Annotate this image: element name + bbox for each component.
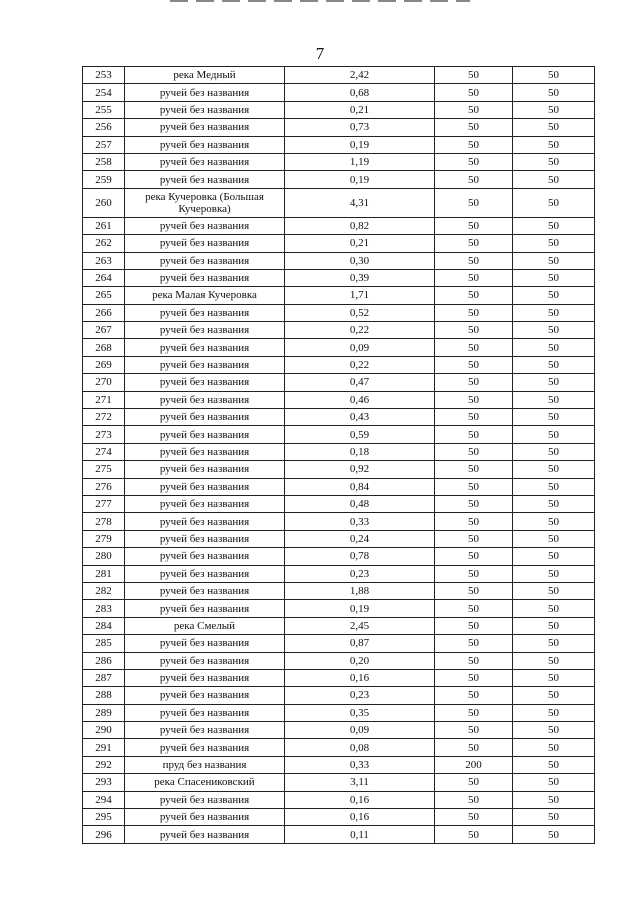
coastal-strip-width: 50 — [513, 704, 595, 721]
protection-zone-width: 50 — [435, 687, 513, 704]
table-row — [83, 791, 595, 808]
water-body-name: река Смелый — [125, 617, 285, 634]
water-body-name: ручей без названия — [125, 739, 285, 756]
coastal-strip-width: 50 — [513, 530, 595, 547]
length-value: 0,24 — [285, 530, 435, 547]
row-number: 295 — [83, 809, 125, 826]
protection-zone-width: 50 — [435, 600, 513, 617]
protection-zone-width: 50 — [435, 617, 513, 634]
coastal-strip-width: 50 — [513, 67, 595, 84]
water-body-name: река Спасениковский — [125, 774, 285, 791]
coastal-strip-width: 50 — [513, 582, 595, 599]
length-value: 2,42 — [285, 67, 435, 84]
row-number: 285 — [83, 635, 125, 652]
protection-zone-width: 50 — [435, 101, 513, 118]
protection-zone-width: 50 — [435, 513, 513, 530]
row-number: 273 — [83, 426, 125, 443]
coastal-strip-width: 50 — [513, 171, 595, 188]
length-value: 0,48 — [285, 495, 435, 512]
protection-zone-width: 50 — [435, 409, 513, 426]
water-body-name: ручей без названия — [125, 600, 285, 617]
coastal-strip-width: 50 — [513, 101, 595, 118]
protection-zone-width: 50 — [435, 322, 513, 339]
length-value: 2,45 — [285, 617, 435, 634]
table-row — [83, 269, 595, 286]
table-body — [83, 67, 595, 844]
water-body-name: река Медный — [125, 67, 285, 84]
row-number: 271 — [83, 391, 125, 408]
water-body-name: река Кучеровка (Большая Кучеровка) — [125, 188, 285, 217]
length-value: 0,82 — [285, 217, 435, 234]
length-value: 0,09 — [285, 339, 435, 356]
coastal-strip-width: 50 — [513, 722, 595, 739]
table-row — [83, 136, 595, 153]
row-number: 293 — [83, 774, 125, 791]
protection-zone-width: 50 — [435, 774, 513, 791]
water-body-name: ручей без названия — [125, 391, 285, 408]
protection-zone-width: 50 — [435, 136, 513, 153]
table-row — [83, 119, 595, 136]
table-row — [83, 287, 595, 304]
coastal-strip-width: 50 — [513, 426, 595, 443]
protection-zone-width: 50 — [435, 217, 513, 234]
protection-zone-width: 50 — [435, 153, 513, 170]
length-value: 0,35 — [285, 704, 435, 721]
table-row — [83, 530, 595, 547]
length-value: 0,23 — [285, 687, 435, 704]
coastal-strip-width: 50 — [513, 188, 595, 217]
length-value: 0,68 — [285, 84, 435, 101]
row-number: 286 — [83, 652, 125, 669]
water-body-name: ручей без названия — [125, 235, 285, 252]
table-row — [83, 461, 595, 478]
coastal-strip-width: 50 — [513, 513, 595, 530]
water-body-name: ручей без названия — [125, 530, 285, 547]
protection-zone-width: 50 — [435, 669, 513, 686]
table-row — [83, 217, 595, 234]
coastal-strip-width: 50 — [513, 269, 595, 286]
water-body-name: ручей без названия — [125, 339, 285, 356]
coastal-strip-width: 50 — [513, 374, 595, 391]
table-row — [83, 188, 595, 217]
water-body-name: ручей без названия — [125, 582, 285, 599]
water-body-name: ручей без названия — [125, 722, 285, 739]
length-value: 0,39 — [285, 269, 435, 286]
coastal-strip-width: 50 — [513, 461, 595, 478]
table-row — [83, 617, 595, 634]
protection-zone-width: 50 — [435, 304, 513, 321]
row-number: 268 — [83, 339, 125, 356]
length-value: 0,22 — [285, 356, 435, 373]
table-row — [83, 356, 595, 373]
table-row — [83, 669, 595, 686]
row-number: 279 — [83, 530, 125, 547]
length-value: 0,16 — [285, 791, 435, 808]
table-row — [83, 84, 595, 101]
protection-zone-width: 50 — [435, 269, 513, 286]
row-number: 296 — [83, 826, 125, 843]
length-value: 0,33 — [285, 513, 435, 530]
table-row — [83, 339, 595, 356]
row-number: 277 — [83, 495, 125, 512]
coastal-strip-width: 50 — [513, 252, 595, 269]
length-value: 0,78 — [285, 548, 435, 565]
table-row — [83, 687, 595, 704]
row-number: 254 — [83, 84, 125, 101]
length-value: 0,43 — [285, 409, 435, 426]
table-row — [83, 826, 595, 843]
table-row — [83, 495, 595, 512]
coastal-strip-width: 50 — [513, 739, 595, 756]
table-row — [83, 153, 595, 170]
water-bodies-table — [82, 66, 595, 844]
coastal-strip-width: 50 — [513, 304, 595, 321]
protection-zone-width: 50 — [435, 287, 513, 304]
row-number: 270 — [83, 374, 125, 391]
length-value: 0,11 — [285, 826, 435, 843]
protection-zone-width: 50 — [435, 391, 513, 408]
coastal-strip-width: 50 — [513, 687, 595, 704]
coastal-strip-width: 50 — [513, 495, 595, 512]
water-body-name: ручей без названия — [125, 513, 285, 530]
protection-zone-width: 200 — [435, 756, 513, 773]
protection-zone-width: 50 — [435, 530, 513, 547]
protection-zone-width: 50 — [435, 235, 513, 252]
table-row — [83, 774, 595, 791]
coastal-strip-width: 50 — [513, 809, 595, 826]
scan-top-edge — [170, 0, 470, 2]
protection-zone-width: 50 — [435, 722, 513, 739]
coastal-strip-width: 50 — [513, 617, 595, 634]
protection-zone-width: 50 — [435, 84, 513, 101]
water-body-name: ручей без названия — [125, 478, 285, 495]
protection-zone-width: 50 — [435, 704, 513, 721]
water-body-name: ручей без названия — [125, 495, 285, 512]
water-body-name: ручей без названия — [125, 635, 285, 652]
water-body-name: ручей без названия — [125, 687, 285, 704]
table-row — [83, 722, 595, 739]
row-number: 261 — [83, 217, 125, 234]
water-body-name: ручей без названия — [125, 409, 285, 426]
length-value: 0,73 — [285, 119, 435, 136]
coastal-strip-width: 50 — [513, 756, 595, 773]
water-body-name: ручей без названия — [125, 269, 285, 286]
protection-zone-width: 50 — [435, 356, 513, 373]
length-value: 0,09 — [285, 722, 435, 739]
water-body-name: ручей без названия — [125, 461, 285, 478]
coastal-strip-width: 50 — [513, 478, 595, 495]
row-number: 289 — [83, 704, 125, 721]
coastal-strip-width: 50 — [513, 635, 595, 652]
water-body-name: река Малая Кучеровка — [125, 287, 285, 304]
row-number: 278 — [83, 513, 125, 530]
length-value: 1,88 — [285, 582, 435, 599]
coastal-strip-width: 50 — [513, 287, 595, 304]
row-number: 281 — [83, 565, 125, 582]
length-value: 0,19 — [285, 171, 435, 188]
length-value: 0,23 — [285, 565, 435, 582]
length-value: 3,11 — [285, 774, 435, 791]
protection-zone-width: 50 — [435, 809, 513, 826]
row-number: 294 — [83, 791, 125, 808]
row-number: 287 — [83, 669, 125, 686]
protection-zone-width: 50 — [435, 171, 513, 188]
row-number: 283 — [83, 600, 125, 617]
water-body-name: ручей без названия — [125, 374, 285, 391]
water-body-name: ручей без названия — [125, 322, 285, 339]
protection-zone-width: 50 — [435, 67, 513, 84]
coastal-strip-width: 50 — [513, 669, 595, 686]
protection-zone-width: 50 — [435, 188, 513, 217]
length-value: 0,16 — [285, 809, 435, 826]
coastal-strip-width: 50 — [513, 791, 595, 808]
water-body-name: ручей без названия — [125, 304, 285, 321]
length-value: 1,71 — [285, 287, 435, 304]
table-row — [83, 391, 595, 408]
row-number: 284 — [83, 617, 125, 634]
length-value: 0,16 — [285, 669, 435, 686]
row-number: 258 — [83, 153, 125, 170]
water-body-name: ручей без названия — [125, 119, 285, 136]
row-number: 266 — [83, 304, 125, 321]
length-value: 0,19 — [285, 600, 435, 617]
row-number: 267 — [83, 322, 125, 339]
water-body-name: ручей без названия — [125, 548, 285, 565]
length-value: 4,31 — [285, 188, 435, 217]
length-value: 0,18 — [285, 443, 435, 460]
row-number: 274 — [83, 443, 125, 460]
table-row — [83, 809, 595, 826]
table-row — [83, 426, 595, 443]
water-body-name: ручей без названия — [125, 171, 285, 188]
length-value: 0,46 — [285, 391, 435, 408]
protection-zone-width: 50 — [435, 739, 513, 756]
row-number: 263 — [83, 252, 125, 269]
row-number: 269 — [83, 356, 125, 373]
table-row — [83, 171, 595, 188]
table-row — [83, 478, 595, 495]
protection-zone-width: 50 — [435, 426, 513, 443]
row-number: 253 — [83, 67, 125, 84]
coastal-strip-width: 50 — [513, 235, 595, 252]
table-row — [83, 409, 595, 426]
length-value: 0,33 — [285, 756, 435, 773]
table-row — [83, 67, 595, 84]
length-value: 1,19 — [285, 153, 435, 170]
row-number: 280 — [83, 548, 125, 565]
coastal-strip-width: 50 — [513, 548, 595, 565]
row-number: 257 — [83, 136, 125, 153]
length-value: 0,21 — [285, 235, 435, 252]
protection-zone-width: 50 — [435, 119, 513, 136]
coastal-strip-width: 50 — [513, 217, 595, 234]
table-row — [83, 513, 595, 530]
coastal-strip-width: 50 — [513, 153, 595, 170]
water-body-name: ручей без названия — [125, 826, 285, 843]
coastal-strip-width: 50 — [513, 136, 595, 153]
protection-zone-width: 50 — [435, 548, 513, 565]
row-number: 291 — [83, 739, 125, 756]
coastal-strip-width: 50 — [513, 322, 595, 339]
table-row — [83, 565, 595, 582]
row-number: 264 — [83, 269, 125, 286]
page-number: 7 — [315, 44, 325, 63]
length-value: 0,47 — [285, 374, 435, 391]
protection-zone-width: 50 — [435, 565, 513, 582]
protection-zone-width: 50 — [435, 495, 513, 512]
water-body-name: ручей без названия — [125, 443, 285, 460]
coastal-strip-width: 50 — [513, 652, 595, 669]
protection-zone-width: 50 — [435, 339, 513, 356]
coastal-strip-width: 50 — [513, 565, 595, 582]
water-body-name: ручей без названия — [125, 217, 285, 234]
table-row — [83, 235, 595, 252]
table-row — [83, 374, 595, 391]
protection-zone-width: 50 — [435, 461, 513, 478]
table-row — [83, 582, 595, 599]
water-body-name: ручей без названия — [125, 356, 285, 373]
protection-zone-width: 50 — [435, 652, 513, 669]
table-row — [83, 704, 595, 721]
coastal-strip-width: 50 — [513, 774, 595, 791]
length-value: 0,19 — [285, 136, 435, 153]
row-number: 288 — [83, 687, 125, 704]
water-body-name: ручей без названия — [125, 565, 285, 582]
water-body-name: ручей без названия — [125, 669, 285, 686]
protection-zone-width: 50 — [435, 374, 513, 391]
coastal-strip-width: 50 — [513, 443, 595, 460]
row-number: 290 — [83, 722, 125, 739]
coastal-strip-width: 50 — [513, 84, 595, 101]
table-row — [83, 652, 595, 669]
protection-zone-width: 50 — [435, 582, 513, 599]
row-number: 276 — [83, 478, 125, 495]
row-number: 275 — [83, 461, 125, 478]
table-row — [83, 635, 595, 652]
row-number: 259 — [83, 171, 125, 188]
water-body-name: ручей без названия — [125, 426, 285, 443]
water-body-name: ручей без названия — [125, 136, 285, 153]
length-value: 0,87 — [285, 635, 435, 652]
row-number: 256 — [83, 119, 125, 136]
protection-zone-width: 50 — [435, 443, 513, 460]
length-value: 0,59 — [285, 426, 435, 443]
water-body-name: ручей без названия — [125, 153, 285, 170]
water-body-name: ручей без названия — [125, 809, 285, 826]
table-row — [83, 252, 595, 269]
length-value: 0,92 — [285, 461, 435, 478]
length-value: 0,08 — [285, 739, 435, 756]
water-body-name: ручей без названия — [125, 791, 285, 808]
coastal-strip-width: 50 — [513, 600, 595, 617]
row-number: 255 — [83, 101, 125, 118]
water-body-name: ручей без названия — [125, 252, 285, 269]
row-number: 265 — [83, 287, 125, 304]
table-row — [83, 756, 595, 773]
table-row — [83, 101, 595, 118]
protection-zone-width: 50 — [435, 791, 513, 808]
water-body-name: пруд без названия — [125, 756, 285, 773]
row-number: 282 — [83, 582, 125, 599]
length-value: 0,20 — [285, 652, 435, 669]
row-number: 262 — [83, 235, 125, 252]
table-row — [83, 304, 595, 321]
length-value: 0,52 — [285, 304, 435, 321]
table-row — [83, 322, 595, 339]
table-row — [83, 443, 595, 460]
protection-zone-width: 50 — [435, 252, 513, 269]
length-value: 0,22 — [285, 322, 435, 339]
length-value: 0,21 — [285, 101, 435, 118]
protection-zone-width: 50 — [435, 826, 513, 843]
coastal-strip-width: 50 — [513, 826, 595, 843]
row-number: 260 — [83, 188, 125, 217]
coastal-strip-width: 50 — [513, 119, 595, 136]
water-body-name: ручей без названия — [125, 652, 285, 669]
row-number: 272 — [83, 409, 125, 426]
table-row — [83, 739, 595, 756]
water-body-name: ручей без названия — [125, 84, 285, 101]
water-body-name: ручей без названия — [125, 101, 285, 118]
protection-zone-width: 50 — [435, 635, 513, 652]
protection-zone-width: 50 — [435, 478, 513, 495]
table-row — [83, 600, 595, 617]
coastal-strip-width: 50 — [513, 339, 595, 356]
length-value: 0,84 — [285, 478, 435, 495]
table-row — [83, 548, 595, 565]
row-number: 292 — [83, 756, 125, 773]
water-body-name: ручей без названия — [125, 704, 285, 721]
coastal-strip-width: 50 — [513, 409, 595, 426]
length-value: 0,30 — [285, 252, 435, 269]
coastal-strip-width: 50 — [513, 356, 595, 373]
coastal-strip-width: 50 — [513, 391, 595, 408]
